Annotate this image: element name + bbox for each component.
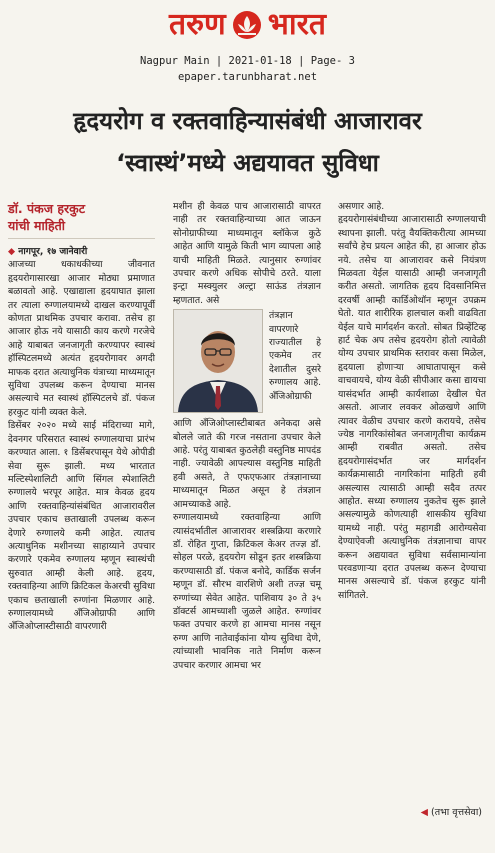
col2-photo-side-text: तंत्रज्ञान वापरणारे राज्यातील हे एकमेव तर देशातील दुसरे रुग्णालय आहे. अँजिओग्राफी	[269, 310, 321, 402]
column-1	[8, 200, 155, 634]
source-text: (तभा वृत्तसेवा)	[431, 807, 482, 818]
doctor-photo	[173, 309, 263, 413]
brand-name-left: तरुण	[169, 7, 226, 42]
dateline	[8, 246, 87, 257]
epaper-url: epaper.tarunbharat.net	[177, 71, 318, 83]
headline	[10, 100, 485, 184]
headline-line-2: ‘स्वास्थं’मध्ये अद्ययावत सुविधा	[116, 149, 379, 177]
edition-line: Nagpur Main | 2021-01-18 | Page- 3	[140, 55, 355, 67]
col3-paragraph-1: हृदयरोगासंबंधीच्या आजारासाठी रुग्णालयाची स्थापना झाली. परंतु वैयक्तिकरीत्या आमच्या सर्वांचे हेच प्रयत्न आहेत की, हा आजार होऊ नये. तसेच या आजारावर कसे नियंत्रण मिळवता येईल यासाठी आम्ही जनजागृती करीत असतो. जागतिक हृदय दिवसानिमित्त दरवर्षी आम्ही कार्डिओथॉन म्हणून उपक्रम घेतो. यात शारीरिक हालचाल कशी वाढविता येईल याचे मार्गदर्शन करतो. सोबत प्रिव्हेंटिव्ह हार्ट चेक अप तसेच हृदयरोग होतो त्यावेळी योग्य उपचार प्राथमिक स्तरावर कसा मिळेल, हृदयाला होणाऱ्या आघातापासून कसे वाचवायचे, योग्य वेळी सीपीआर कसा द्यायचा यासंदर्भात आम्ही कार्यशाळा देखील घेत असतो. आजार लवकर ओळखणे आणि त्यावर वेळीच उपचार करणे करायचे, तसेच ज्येष्ठ नागरिकांसोबत जनजागृतीचा कार्यक्रम आम्ही राबवीत असतो. तसेच हृदयरोगासंदर्भात जर मार्गदर्शन कार्यक्रमासाठी नागरिकांना माहिती हवी असल्यास त्यासाठी आम्ही सदैव तत्पर आहोत. सध्या रुग्णालय नुकतेच सुरू झाले असल्यामुळे कोणत्याही शासकीय सुविधा यामध्ये नाही. परंतु महागडी आरोग्यसेवा देण्याऐवजी अत्याधुनिक तंत्रज्ञानाचा वापर करून अद्ययावत सुविधा सर्वसामान्यांना परवडणाऱ्या दरात उपलब्ध करून देण्याचा मानस असल्याचे डॉ. पंकज हरकुट यांनी सांगितले.	[338, 214, 486, 601]
masthead	[0, 4, 495, 46]
column-3	[338, 200, 486, 602]
lotus-emblem-icon	[232, 10, 262, 40]
headline-line-1: हृदयरोग व रक्तवाहिन्यासंबंधी आजारावर	[73, 107, 422, 135]
source-credit	[421, 805, 482, 818]
byline-name: डॉ. पंकज हरकुट	[8, 201, 86, 216]
brand-name-right: भारत	[267, 7, 326, 42]
diamond-bullet-icon: ◆	[8, 246, 19, 257]
col2-paragraph-top: मशीन ही केवळ पाच आजारासाठी वापरत नाही तर रक्तवाहिन्याच्या आत जाऊन सोनोग्राफीच्या माध्यमातून ब्लॉकेज कुठे आहेत आणि यामुळे किती भाग व्यापला आहे याची माहिती मिळते. त्यानुसार रुग्णांवर उपचार करणे अधिक सोपीचे ठरते. याला इन्ट्रा मस्क्युलर अल्ट्रा साऊंड तंत्रज्ञान म्हणतात. असे	[173, 201, 321, 306]
col1-paragraph-2: डिसेंबर २०२० मध्ये साई मंदिराच्या मागे, देवनगर परिसरात स्वास्थं रुग्णालयाचा प्रारंभ करण्यात आला. १ डिसेंबरपासून येथे ओपीडी सेवा सुरू झाली. मध्य भारतात मल्टिस्पेशालिटी आणि सिंगल स्पेशालिटी रुग्णालये भरपूर आहेत. मात्र केवळ हृदय आणि रक्तवाहिन्यांसंबंधित आजारावरील उपचार एकाच छताखाली उपलब्ध करून देणारे रुग्णालये कमी आहेत. त्यातच अत्याधुनिक मशीनच्या साहाय्याने उपचार करणारे एकमेव रुग्णालय म्हणून स्वास्थंची सुरुवात आम्ही केली आहे. हृदय, रक्तवाहिन्या आणि क्रिटिकल केअरची सुविधा एकाच छताखाली रुग्णांना मिळणार आहे. रुग्णालयामध्ये अँजिओग्राफी आणि अँजिओप्लास्टीसाठी वापरणारी	[8, 420, 155, 633]
column-2	[173, 200, 321, 672]
col3-paragraph-top: असणार आहे.	[338, 201, 385, 212]
dateline-text: नागपूर, १७ जानेवारी	[18, 246, 88, 257]
col2-paragraph-2: रुग्णालयामध्ये रक्तवाहिन्या आणि त्यासंदर्भातील आजारावर शस्त्रक्रिया करणारे डॉ. रोहित गुप्ता, क्रिटिकल केअर तज्ज्ञ डॉ. सोहल परळे, हृदयरोग सोडून इतर शस्त्रक्रिया करण्यासाठी डॉ. पंकज बनोदे, कार्डिक सर्जन म्हणून डॉ. सौरभ वारशिणे अशी तज्ज्ञ चमू रुग्णांच्या सेवेत आहेत. पाशिवाय ३० ते ३५ डॉक्टर्स आमच्याशी जुळले आहेत. रुग्णांवर फक्त उपचार करणे हा आमचा मानस नसून रुग्ण आणि नातेवाईकांना योग्य सुविधा देणे, त्यांच्याशी भावनिक नाते निर्माण करून उपचार करणार आमचा भर	[173, 512, 321, 671]
article-body	[8, 200, 488, 820]
col1-paragraph-1: आजच्या धकाधकीच्या जीवनात हृदयरोगासारखा आजार मोठ्या प्रमाणात बळावतो आहे. एखाद्याला हृदयाघात झाला तर त्याला रुग्णालयामध्ये दाखल करण्यापूर्वी कोणता प्राथमिक उपचार करावा. तसेच हा आजार होऊ नये यासाठी काय करणे गरजेचे आहे याबाबत जनजागृती करण्यापर स्वास्थं हॉस्पिटलमध्ये अत्यंत हृदयरोगावर अगदी माफक दरात अत्याधुनिक यंत्राच्या माध्यमातून सुविधा उपलब्ध करून देण्याचा मानस असल्याचे मत स्वास्थं हॉस्पिटलचे डॉ. पंकज हरकुट यांनी व्यक्त केले.	[8, 259, 155, 418]
byline-subtitle: यांची माहिती	[8, 218, 65, 233]
arrow-left-icon: ◀	[420, 807, 428, 818]
photo-block	[173, 309, 321, 417]
col2-paragraph-bottom: आणि अँजिओप्लास्टीबाबत अनेकदा असे बोलले जाते की गरज नसताना उपचार केले आहे. परंतु याबाबत कुठलेही वस्तुनिष्ठ मापदंड नाही. ज्यावेळी आपल्यास वस्तुनिष्ठ माहिती हवी असते, ते एफएफआर तंत्रज्ञानाच्या माध्यमातून मिळत असून हे तंत्रज्ञान आमच्याकडे आहे.	[173, 418, 321, 510]
byline	[8, 200, 155, 239]
